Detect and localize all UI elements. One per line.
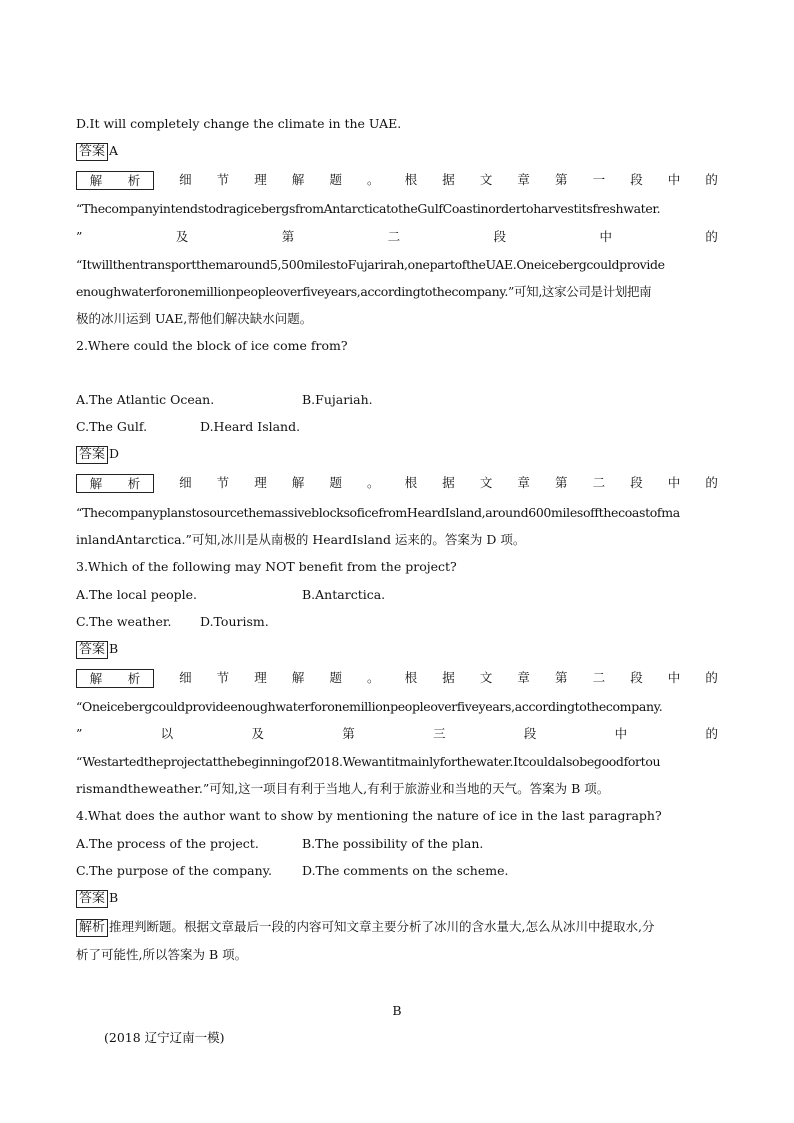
q3-option-c: C.The weather. bbox=[76, 614, 172, 629]
q2-options-ab bbox=[76, 391, 718, 409]
q3-answer-label: 答案 bbox=[76, 641, 108, 659]
q3-quote-2b: rismandtheweather.”可知,这一项目有利于当地人,有利于旅游业和当地的天气。答案为 B 项。 bbox=[76, 781, 610, 796]
q4-answer-label: 答案 bbox=[76, 890, 108, 908]
q2-analysis-label: 解 析 bbox=[76, 474, 154, 493]
q3-option-a: A.The local people. bbox=[76, 587, 198, 602]
q3-question: 3.Which of the following may NOT benefit from the project? bbox=[76, 559, 457, 574]
q3-option-d: D.Tourism. bbox=[200, 614, 269, 629]
q3-options-cd bbox=[76, 613, 718, 631]
q1-answer-label: 答案 bbox=[76, 143, 108, 161]
q3-quote-1: “Oneicebergcouldprovideenoughwaterforonemillionpeopleoverfiveyears,accordingtothecompany. bbox=[76, 699, 663, 714]
q4-analysis-label: 解析 bbox=[76, 919, 108, 937]
q2-answer: D bbox=[109, 446, 120, 461]
q1-connector-row: ” 及 第 二 段 中 的 bbox=[76, 229, 718, 244]
q4-analysis-b: 析了可能性,所以答案为 B 项。 bbox=[76, 947, 248, 962]
q3-analysis-label: 解 析 bbox=[76, 669, 154, 688]
q3-connector-row: ” 以 及 第 三 段 中 的 bbox=[76, 726, 718, 741]
q2-option-c: C.The Gulf. bbox=[76, 419, 148, 434]
q3-options-ab bbox=[76, 586, 718, 604]
q1-quote-1: “ThecompanyintendstodragicebergsfromAntarcticatotheGulfCoastinordertoharvestitsfreshwater. bbox=[76, 201, 661, 216]
q1-answer: A bbox=[109, 143, 119, 158]
q1-analysis-row: 解 析 细 节 理 解 题 。 根 据 文 章 第 一 段 中 的 bbox=[76, 171, 718, 190]
q4-options-ab bbox=[76, 835, 718, 853]
q1-quote-2c: 极的冰川运到 UAE,帮他们解决缺水问题。 bbox=[76, 311, 313, 326]
q2-analysis-row: 解 析 细 节 理 解 题 。 根 据 文 章 第 二 段 中 的 bbox=[76, 474, 718, 493]
q3-answer-row bbox=[76, 640, 718, 659]
q2-option-d: D.Heard Island. bbox=[200, 419, 301, 434]
q3-answer: B bbox=[109, 641, 119, 656]
q1-analysis-label: 解 析 bbox=[76, 171, 154, 190]
q2-answer-label: 答案 bbox=[76, 446, 108, 464]
q2-answer-row bbox=[76, 445, 718, 464]
q4-question: 4.What does the author want to show by mentioning the nature of ice in the last paragraph? bbox=[76, 808, 662, 823]
q4-option-d: D.The comments on the scheme. bbox=[302, 863, 509, 878]
q2-option-a: A.The Atlantic Ocean. bbox=[76, 392, 215, 407]
q3-analysis-row: 解 析 细 节 理 解 题 。 根 据 文 章 第 二 段 中 的 bbox=[76, 669, 718, 688]
q4-analysis-row bbox=[76, 918, 718, 937]
q3-option-b: B.Antarctica. bbox=[302, 587, 386, 602]
section-source: (2018 辽宁辽南一模) bbox=[104, 1030, 225, 1045]
q1-quote-2: “Itwillthentransportthemaround5,500milestoFujarirah,onepartoftheUAE.Oneicebergcouldprovide bbox=[76, 257, 665, 272]
q4-option-a: A.The process of the project. bbox=[76, 836, 259, 851]
section-letter: B bbox=[392, 1003, 402, 1018]
q1-option-d: D.It will completely change the climate in the UAE. bbox=[76, 116, 402, 131]
q1-answer-row bbox=[76, 142, 718, 161]
q2-question: 2.Where could the block of ice come from? bbox=[76, 338, 348, 353]
q2-quote-1b: inlandAntarctica.”可知,冰川是从南极的 HeardIsland 运来的。答案为 D 项。 bbox=[76, 532, 526, 547]
q4-answer-row bbox=[76, 889, 718, 908]
q4-option-b: B.The possibility of the plan. bbox=[302, 836, 484, 851]
q2-quote-1: “ThecompanyplanstosourcethemassiveblocksoficefromHeardIsland,around600milesoffthecoastofma bbox=[76, 505, 680, 520]
q4-option-c: C.The purpose of the company. bbox=[76, 863, 273, 878]
q1-quote-2b: enoughwaterforonemillionpeopleoverfiveyears,accordingtothecompany.”可知,这家公司是计划把南 bbox=[76, 284, 652, 299]
q2-option-b: B.Fujariah. bbox=[302, 392, 373, 407]
q4-options-cd bbox=[76, 862, 718, 880]
q4-answer: B bbox=[109, 890, 119, 905]
q4-analysis: 推理判断题。根据文章最后一段的内容可知文章主要分析了冰川的含水量大,怎么从冰川中提取水,分 bbox=[109, 919, 655, 934]
q2-options-cd bbox=[76, 418, 718, 436]
q3-quote-2: “Westartedtheprojectatthebeginningof2018.Wewantitmainlyforthewater.Itcouldalsobegoodfortou bbox=[76, 754, 661, 769]
